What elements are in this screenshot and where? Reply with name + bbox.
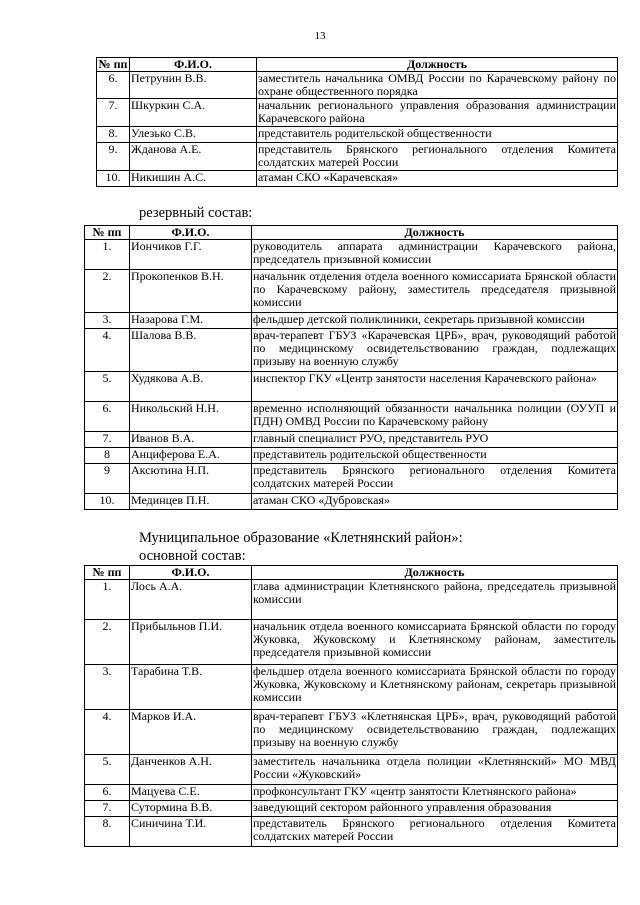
row-number: 6. [85,402,130,432]
table-row [85,329,618,372]
row-number: 6. [97,72,130,99]
row-number: 10. [85,494,130,510]
table-row [85,710,618,755]
row-number: 9 [85,464,130,494]
table-row [85,372,618,402]
header-name: Ф.И.О. [130,226,252,240]
member-position: представитель родительской общественности [252,448,618,464]
row-number: 8. [97,127,130,143]
row-number: 8 [85,448,130,464]
member-position: главный специалист РУО, представитель РУО [252,432,618,448]
table-row [85,755,618,785]
composition-table-karachev-reserve [84,225,618,510]
member-name: Жданова А.Е. [130,143,257,171]
row-number: 7. [85,432,130,448]
header-num: № пп [97,58,130,72]
table-row [85,313,618,329]
row-number: 2. [85,270,130,313]
header-num: № пп [85,226,130,240]
row-number: 9. [97,143,130,171]
member-position: представитель Брянского регионального отделения Комитета солдатских матерей России [252,464,618,494]
member-position: заместитель начальника отдела полиции «Клетнянский» МО МВД России «Жуковский» [252,755,618,785]
row-number: 10. [97,171,130,187]
member-name: Прибыльнов П.И. [130,620,252,665]
main-composition-label: основной состав: [139,548,246,564]
table-row [85,240,618,270]
member-position: временно исполняющий обязанности начальника полиции (ОУУП и ПДН) ОМВД России по Карачевскому району [252,402,618,432]
row-number: 2. [85,620,130,665]
member-position: заведующий сектором районного управления образования [252,801,618,817]
header-num: № пп [85,566,130,580]
member-name: Мединцев П.Н. [130,494,252,510]
member-position: фельдшер отдела военного комиссариата Брянской области по городу Жуковка, Жуковскому и Клетнянскому районам, секретарь призывной комиссии [252,665,618,710]
member-position: начальник регионального управления образования администрации Карачевского района [258,98,616,125]
member-name: Мацуева С.Е. [130,785,252,801]
member-name: Худякова А.В. [130,372,252,402]
table-row [85,580,618,620]
table-row [85,665,618,710]
member-name: Никольский Н.Н. [130,402,252,432]
table-header-row [85,566,618,580]
row-number: 1. [85,240,130,270]
member-name: Назарова Г.М. [130,313,252,329]
header-position: Должность [257,58,618,72]
member-position: руководитель аппарата администрации Карачевского района, председатель призывной комиссии [252,240,618,270]
member-position: начальник отдела военного комиссариата Брянской области по городу Жуковка, Жуковскому и Клетнянскому районам, заместитель председателя призывной комиссии [252,620,618,665]
table-row [85,817,618,847]
member-name: Сутормина В.В. [130,801,252,817]
member-position: инспектор ГКУ «Центр занятости населения Карачевского района» [252,372,618,402]
member-name: Никишин А.С. [130,171,257,187]
table-row [85,402,618,432]
row-number: 4. [85,710,130,755]
member-name: Лось А.А. [130,580,252,620]
row-number: 1. [85,580,130,620]
composition-table-karachev-main [96,57,618,187]
member-position: фельдшер детской поликлиники, секретарь призывной комиссии [252,313,618,329]
member-name: Прокопенков В.Н. [130,270,252,313]
row-number: 5. [85,755,130,785]
member-position: заместитель начальника ОМВД России по Карачевскому району по охране общественного порядка [258,71,616,98]
reserve-composition-label: резервный состав: [139,205,253,221]
municipality-label: Муниципальное образование «Клетнянский район»: [139,530,463,546]
member-position: глава администрации Клетнянского района, председатель призывной комиссии [252,580,618,620]
composition-table-kletnya-main [84,565,618,847]
member-position: врач-терапевт ГБУЗ «Клетнянская ЦРБ», врач, руководящий работой по медицинскому освидетельствованию граждан, подлежащих призыву на военную службу [252,710,618,755]
member-position: представитель Брянского регионального отделения Комитета солдатских матерей России [252,817,618,847]
row-number: 3. [85,665,130,710]
member-name: Иванов В.А. [130,432,252,448]
member-position: атаман СКО «Дубровская» [252,494,618,510]
header-position: Должность [252,226,618,240]
table-row [85,270,618,313]
table-row [97,143,618,171]
row-number: 4. [85,329,130,372]
table-row [85,448,618,464]
row-number: 7. [85,801,130,817]
member-name: Данченков А.Н. [130,755,252,785]
member-position: врач-терапевт ГБУЗ «Карачевская ЦРБ», врач, руководящий работой по медицинскому освидетельствованию граждан, подлежащих призыву на военную службу [252,329,618,372]
header-name: Ф.И.О. [130,58,257,72]
member-name: Петрунин В.В. [130,72,257,99]
row-number: 6. [85,785,130,801]
row-number: 7. [97,99,130,127]
table-row [97,171,618,187]
member-name: Анциферова Е.А. [130,448,252,464]
member-position: атаман СКО «Карачевская» [257,171,618,187]
table-row [97,72,618,99]
table-row [85,494,618,510]
row-number: 8. [85,817,130,847]
member-name: Аксютина Н.П. [130,464,252,494]
page-number: 13 [314,30,326,42]
member-name: Улезько С.В. [130,127,257,143]
table-row [97,127,618,143]
member-name: Шкуркин С.А. [130,99,257,127]
table-row [85,785,618,801]
member-name: Тарабина Т.В. [130,665,252,710]
table-row [85,432,618,448]
table-row [85,801,618,817]
member-name: Синичина Т.И. [130,817,252,847]
table-row [85,620,618,665]
row-number: 3. [85,313,130,329]
member-position: начальник отделения отдела военного комиссариата Брянской области по Карачевскому району, заместитель председателя призывной комиссии [252,270,618,313]
member-position: представитель Брянского регионального отделения Комитета солдатских матерей России [258,142,616,169]
row-number: 5. [85,372,130,402]
member-name: Шалова В.В. [130,329,252,372]
member-position: профконсультант ГКУ «центр занятости Клетнянского района» [252,785,618,801]
table-row [85,464,618,494]
header-position: Должность [252,566,618,580]
table-row [97,99,618,127]
member-name: Иончиков Г.Г. [130,240,252,270]
member-position: представитель родительской общественности [257,127,618,143]
header-name: Ф.И.О. [130,566,252,580]
member-name: Марков И.А. [130,710,252,755]
table-header-row [85,226,618,240]
table-header-row [97,58,618,72]
